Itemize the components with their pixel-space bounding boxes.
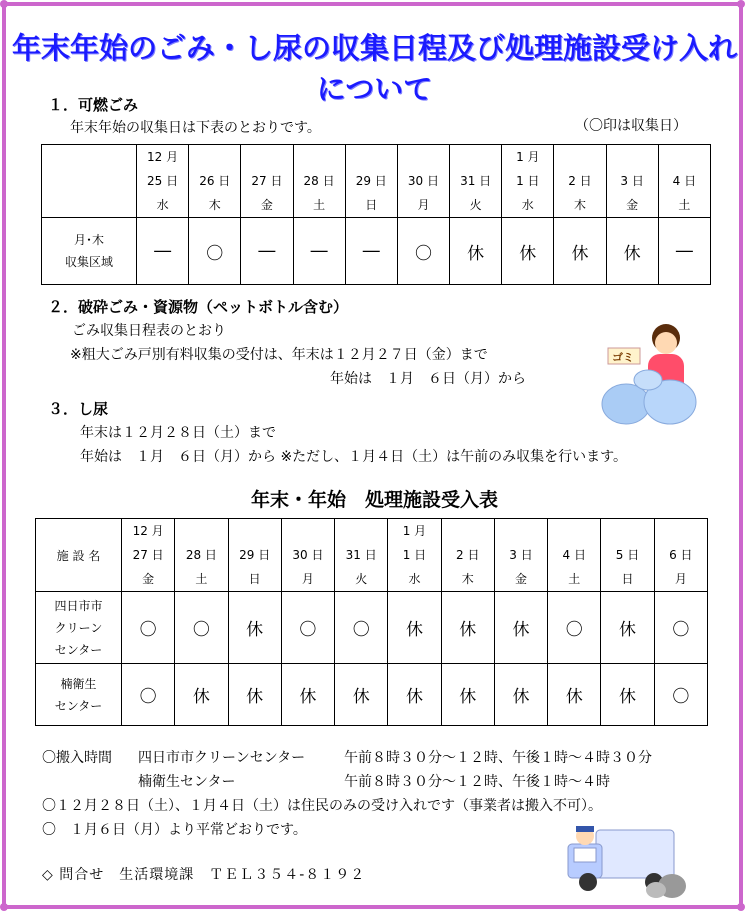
page-title: 年末年始のごみ・し尿の収集日程及び処理施設受け入れについて	[11, 31, 737, 106]
date-header-cell	[601, 519, 654, 592]
date-header-wd: 金	[260, 198, 273, 212]
hours-label: 〇搬入時間	[42, 750, 112, 766]
schedule-cell: 〇	[397, 218, 449, 285]
date-header-month	[442, 519, 494, 543]
date-header-wd: 水	[408, 572, 421, 586]
date-header-month	[495, 519, 547, 543]
date-header-wd: 月	[417, 198, 430, 212]
table-header-row	[42, 145, 711, 218]
facility-name-line: 楠衛生	[60, 676, 97, 691]
section3-text-1: 年末は１２月２８日（土）まで	[80, 425, 276, 441]
date-header-day: 5 日	[615, 548, 640, 562]
date-header-wd: 木	[208, 198, 221, 212]
date-header-cell	[397, 145, 449, 218]
row-label-line: 収集区域	[64, 255, 113, 269]
acceptance-cell: 休	[388, 664, 441, 726]
date-header-cell	[122, 519, 175, 592]
date-header-day: 3 日	[620, 174, 644, 188]
date-header-wd: 日	[248, 572, 261, 586]
date-header-month	[554, 145, 605, 169]
date-header-wd: 日	[365, 198, 378, 212]
date-header-day: 3 日	[509, 548, 533, 562]
facility-name-line: クリーン	[54, 620, 103, 635]
acceptance-cell: 休	[281, 664, 334, 726]
acceptance-cell: 休	[228, 664, 281, 726]
date-header-day: 2 日	[568, 174, 592, 188]
acceptance-cell: 〇	[122, 664, 175, 726]
schedule-cell: ―	[658, 218, 710, 285]
legend-note: （〇印は収集日）	[575, 118, 687, 134]
date-header-cell	[137, 145, 189, 218]
date-header-wd: 土	[678, 198, 691, 212]
date-header-wd: 土	[195, 572, 208, 586]
facility-name-line: センター	[54, 642, 103, 657]
collection-schedule-table	[41, 144, 711, 285]
facility-name-line: 四日市市	[54, 598, 103, 613]
schedule-cell: ―	[137, 218, 189, 285]
table-header-row	[36, 519, 708, 592]
date-header-month	[659, 145, 710, 169]
date-header-cell	[345, 145, 397, 218]
facility-acceptance-table	[35, 518, 708, 726]
date-header-cell	[228, 519, 281, 592]
row-label-line: 月･木	[73, 233, 104, 247]
acceptance-cell: 休	[388, 592, 441, 664]
section2-text: ごみ収集日程表のとおり	[72, 323, 226, 339]
date-header-day: 4 日	[562, 548, 586, 562]
date-header-day: 31 日	[460, 174, 492, 188]
schedule-cell: ―	[241, 218, 293, 285]
section3-text-2: 年始は １月 ６日（月）から ※ただし、１月４日（土）は午前のみ収集を行います。	[80, 449, 628, 465]
corner-dot	[0, 0, 8, 8]
schedule-cell: 〇	[189, 218, 241, 285]
note-normal-service: 〇 １月６日（月）より平常どおりです。	[42, 822, 307, 838]
garbage-girl-icon	[598, 318, 710, 430]
bulky-waste-note-2: 年始は １月 ６日（月）から	[330, 371, 526, 387]
date-header-wd: 土	[568, 572, 581, 586]
schedule-cell: 休	[606, 218, 658, 285]
date-header-cell	[441, 519, 494, 592]
facility-name-1: 四日市市クリーンセンター	[138, 750, 306, 766]
section1-text: 年末年始の収集日は下表のとおりです。	[70, 120, 321, 136]
date-header-month	[282, 519, 334, 543]
date-header-month: 12 月	[132, 524, 164, 538]
corner-dot	[0, 903, 8, 911]
garbage-sign-label: ゴミ	[612, 351, 634, 364]
date-header-day: 28 日	[185, 548, 217, 562]
date-header-day: 27 日	[251, 174, 283, 188]
date-header-cell	[450, 145, 502, 218]
acceptance-cell: 休	[441, 664, 494, 726]
date-header-cell	[502, 145, 554, 218]
date-header-month	[189, 145, 240, 169]
date-header-month	[655, 519, 707, 543]
row-label	[42, 218, 137, 285]
schedule-cell: ―	[293, 218, 345, 285]
facility-name-2: 楠衛生センター	[138, 774, 236, 790]
date-header-day: 27 日	[132, 548, 164, 562]
acceptance-cell: 休	[441, 592, 494, 664]
acceptance-cell: 休	[494, 664, 547, 726]
date-header-month	[548, 519, 600, 543]
contact-info: ◇ 問合せ 生活環境課 ＴＥＬ３５４-８１９２	[42, 867, 366, 883]
corner-dot	[737, 0, 745, 8]
date-header-cell	[293, 145, 345, 218]
table-corner: 施 設 名	[36, 519, 122, 592]
acceptance-cell: 休	[494, 592, 547, 664]
schedule-cell: 休	[450, 218, 502, 285]
date-header-month	[450, 145, 501, 169]
date-header-wd: 水	[521, 198, 534, 212]
section2-heading: ２．破砕ごみ・資源物（ペットボトル含む）	[48, 298, 349, 316]
facility-table-title: 年末・年始 処理施設受入表	[250, 489, 498, 511]
facility-hours-1: 午前８時３０分～１２時、午後１時～４時３０分	[344, 750, 652, 766]
date-header-wd: 火	[469, 198, 482, 212]
acceptance-cell: 休	[548, 664, 601, 726]
acceptance-cell: 休	[175, 664, 228, 726]
date-header-day: 31 日	[345, 548, 377, 562]
date-header-day: 25 日	[147, 174, 179, 188]
date-header-wd: 木	[573, 198, 586, 212]
date-header-wd: 月	[301, 572, 314, 586]
schedule-cell: ―	[345, 218, 397, 285]
date-header-cell	[388, 519, 441, 592]
date-header-cell	[654, 519, 707, 592]
date-header-day: 4 日	[672, 174, 697, 188]
date-header-day: 29 日	[355, 174, 387, 188]
date-header-cell	[175, 519, 228, 592]
section1-heading: １．可燃ごみ	[48, 96, 139, 114]
date-header-month	[175, 519, 227, 543]
acceptance-cell: 〇	[175, 592, 228, 664]
date-header-day: 2 日	[456, 548, 480, 562]
date-header-month	[229, 519, 281, 543]
acceptance-cell: 〇	[654, 592, 707, 664]
date-header-cell	[548, 519, 601, 592]
acceptance-cell: 〇	[281, 592, 334, 664]
acceptance-cell: 〇	[122, 592, 175, 664]
date-header-month: 12 月	[147, 150, 179, 164]
date-header-day: 29 日	[239, 548, 271, 562]
table-row	[36, 592, 708, 664]
date-header-day: 28 日	[303, 174, 335, 188]
date-header-month	[294, 145, 345, 169]
date-header-cell	[606, 145, 658, 218]
date-header-wd: 水	[156, 198, 169, 212]
date-header-cell	[335, 519, 388, 592]
table-row	[42, 218, 711, 285]
date-header-cell	[281, 519, 334, 592]
date-header-cell	[189, 145, 241, 218]
date-header-wd: 金	[514, 572, 527, 586]
date-header-month	[346, 145, 397, 169]
date-header-wd: 土	[313, 198, 326, 212]
bulky-waste-note: ※粗大ごみ戸別有料収集の受付は、年末は１２月２７日（金）まで	[70, 347, 488, 363]
date-header-month: 1 月	[516, 150, 540, 164]
date-header-cell	[554, 145, 606, 218]
date-header-wd: 木	[461, 572, 474, 586]
date-header-wd: 金	[626, 198, 639, 212]
date-header-cell	[241, 145, 293, 218]
date-header-day: 26 日	[199, 174, 231, 188]
facility-name-line: センター	[54, 698, 103, 713]
date-header-month	[398, 145, 449, 169]
date-header-cell	[658, 145, 710, 218]
facility-hours-2: 午前８時３０分～１２時、午後１時～４時	[344, 774, 610, 790]
date-header-cell	[494, 519, 547, 592]
schedule-cell: 休	[554, 218, 606, 285]
date-header-day: 30 日	[292, 548, 324, 562]
date-header-month	[335, 519, 387, 543]
date-header-day: 30 日	[407, 174, 439, 188]
date-header-day: 1 日	[516, 174, 540, 188]
date-header-wd: 金	[142, 572, 155, 586]
date-header-wd: 火	[355, 572, 368, 586]
acceptance-cell: 休	[601, 592, 654, 664]
date-header-day: 1 日	[402, 548, 427, 562]
acceptance-cell: 休	[228, 592, 281, 664]
section3-heading: ３．し尿	[48, 400, 109, 418]
acceptance-cell: 休	[335, 664, 388, 726]
facility-name-cell	[36, 592, 122, 664]
garbage-truck-icon	[566, 820, 696, 900]
date-header-month	[607, 145, 658, 169]
note-residents-only: 〇１２月２８日（土）、１月４日（土）は住民のみの受け入れです（事業者は搬入不可）。	[42, 798, 602, 814]
date-header-month	[601, 519, 653, 543]
date-header-month	[241, 145, 292, 169]
acceptance-cell: 〇	[335, 592, 388, 664]
schedule-cell: 休	[502, 218, 554, 285]
corner-dot	[737, 903, 745, 911]
facility-name-cell	[36, 664, 122, 726]
date-header-month: 1 月	[402, 524, 427, 538]
acceptance-cell: 〇	[654, 664, 707, 726]
date-header-day: 6 日	[669, 548, 693, 562]
acceptance-cell: 〇	[548, 592, 601, 664]
table-row	[36, 664, 708, 726]
date-header-wd: 日	[621, 572, 634, 586]
acceptance-cell: 休	[601, 664, 654, 726]
date-header-wd: 月	[674, 572, 687, 586]
table-corner	[42, 145, 137, 218]
